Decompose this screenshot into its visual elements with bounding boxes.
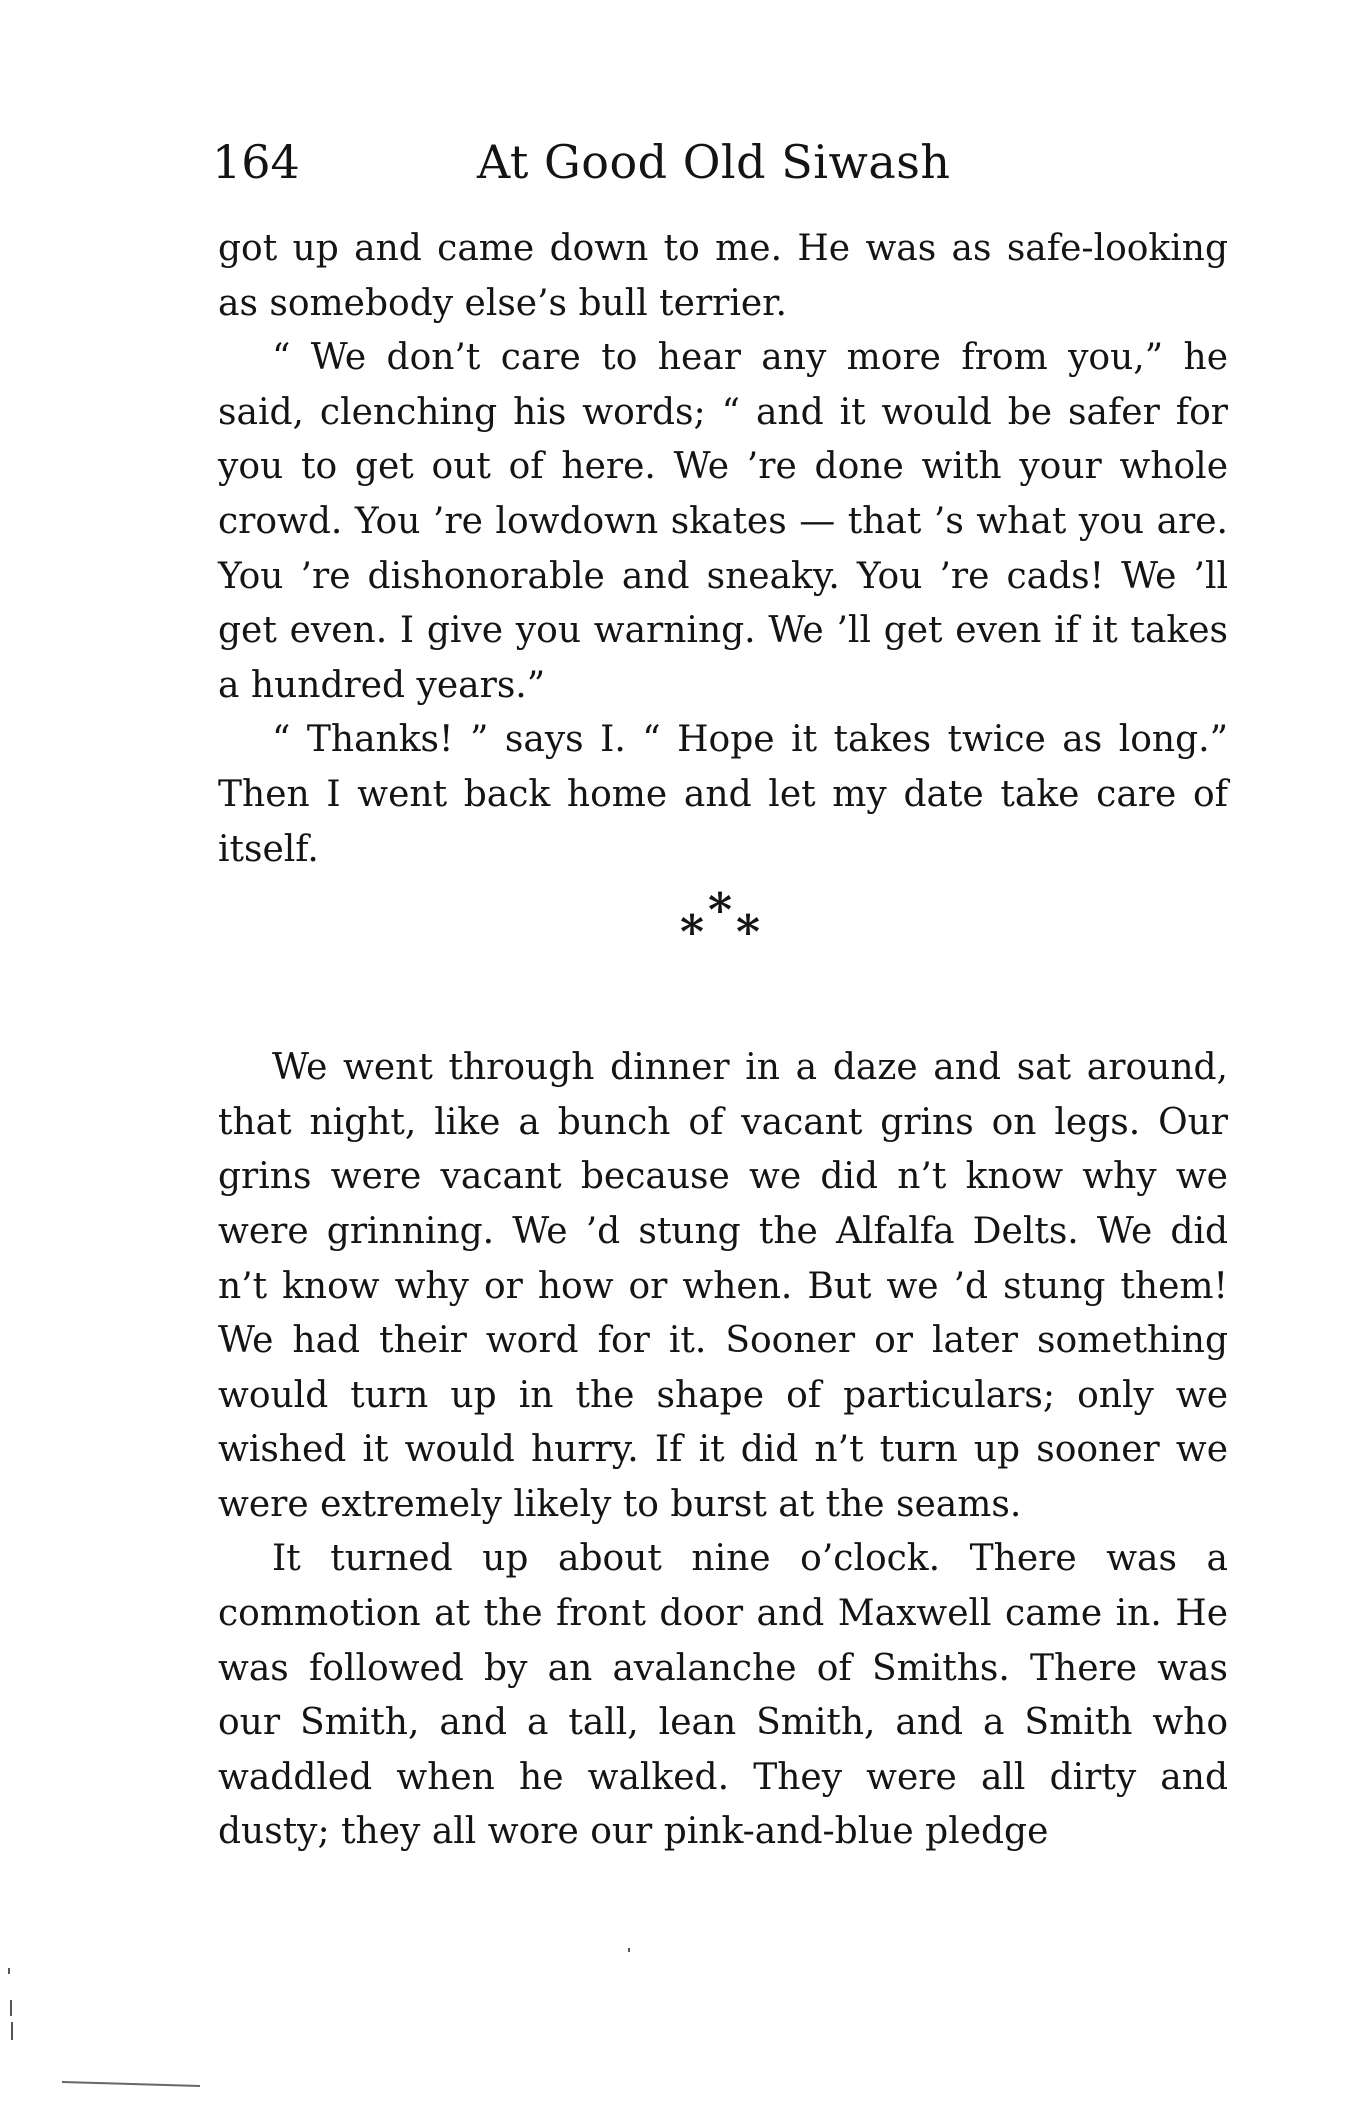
paragraph: It turned up about nine o’clock. There was a commotion at the front door and Maxwell came in. He was followed by an avalanche of Smiths. There was our Smith, and a tall, lean Smith, and a Smith who waddled when he walked. They were all dirty and dusty; they all wore our pink-and-blue pledge — [218, 1538, 1228, 1853]
asterism-star: * — [708, 883, 733, 938]
asterism — [678, 883, 768, 960]
paragraph-continued: got up and came down to me. He was as safe-looking as somebody else’s bull terrier. — [218, 228, 1228, 324]
paragraph: We went through dinner in a daze and sat around, that night, like a bunch of vacant grins on legs. Our grins were vacant because we did n’t know why we were grinning. We ’d stung the Alfalfa Delts. We did n’t know why or how or when. But we ’d stung them! We had their word for it. Sooner or later something would turn up in the shape of particulars; only we wished it would hurry. If it did n’t turn up sooner we were extremely likely to burst at the seams. — [218, 1047, 1228, 1525]
page-number: 164 — [212, 135, 300, 189]
section-break — [218, 877, 1228, 1041]
paragraph: “ Thanks! ” says I. “ Hope it takes twice as long.” Then I went back home and let my date take care of itself. — [218, 719, 1228, 870]
body-text — [218, 222, 1228, 1860]
running-title: At Good Old Siwash — [477, 135, 951, 189]
asterism-star: * — [736, 905, 761, 960]
paragraph: “ We don’t care to hear any more from you,” he said, clenching his words; “ and it would be safer for you to get out of here. We ’re done with your whole crowd. You ’re lowdown skates — that ’s what you are. You ’re dishonorable and sneaky. You ’re cads! We ’ll get even. I give you warning. We ’ll get even if it takes a hundred years.” — [218, 337, 1228, 706]
page-header — [212, 132, 1232, 192]
asterism-star: * — [680, 905, 705, 960]
